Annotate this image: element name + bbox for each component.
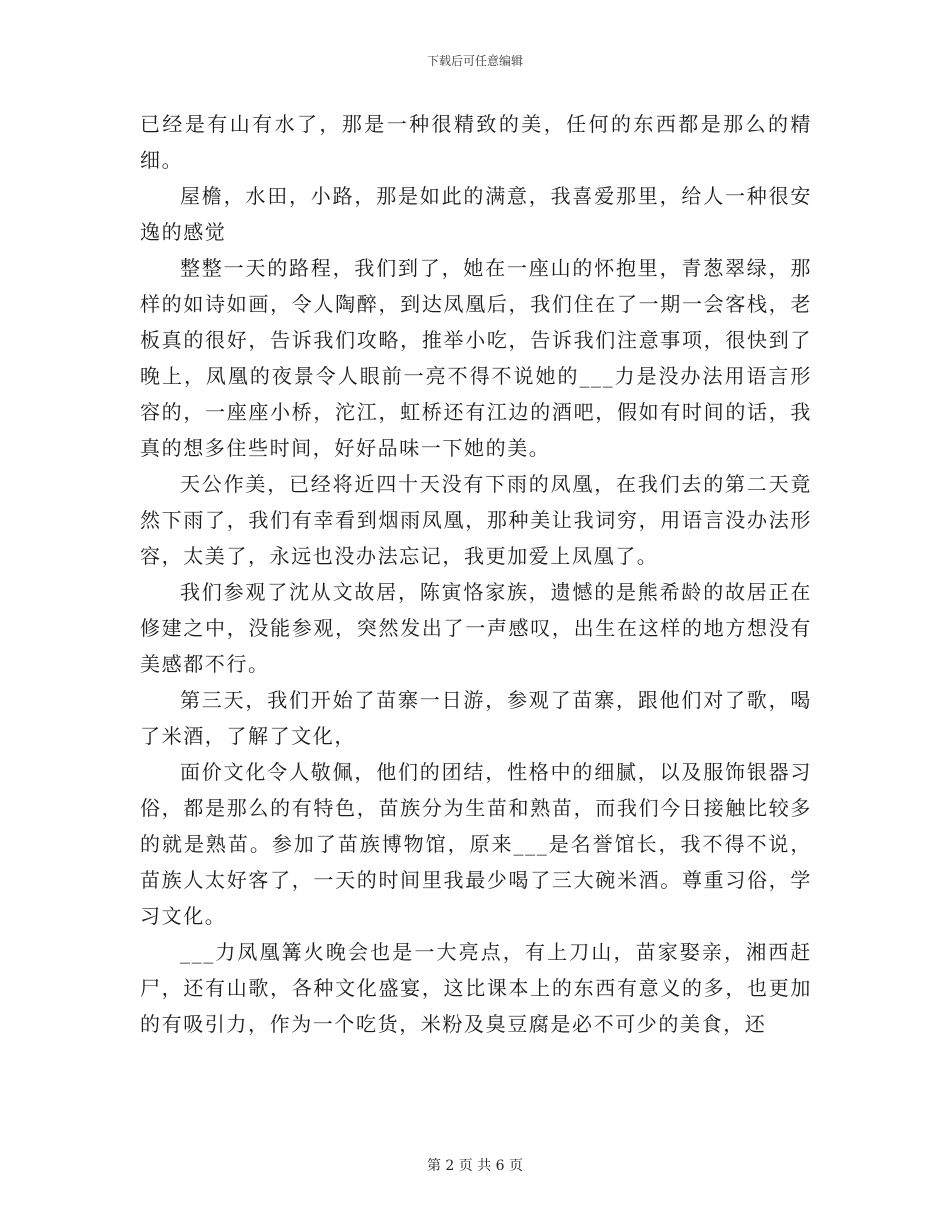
paragraph-4: 天公作美，已经将近四十天没有下雨的凤凰，在我们去的第二天竟然下雨了，我们有幸看到烟雨凤凰，那种美让我词穷，用语言没办法形容，太美了，永远也没办法忘记，我更加爱上凤凰了。 [140,472,812,568]
page-header-note: 下载后可任意编辑 [426,54,523,68]
paragraph-6: 第三天，我们开始了苗寨一日游，参观了苗寨，跟他们对了歌，喝了米酒，了解了文化， [140,688,812,748]
paragraph-5: 我们参观了沈从文故居，陈寅恪家族，遗憾的是熊希龄的故居正在修建之中，没能参观，突然发出了一声感叹，出生在这样的地方想没有美感都不行。 [140,580,812,676]
paragraph-1: 已经是有山有水了，那是一种很精致的美，任何的东西都是那么的精细。 [140,112,812,172]
paragraph-3: 整整一天的路程，我们到了，她在一座山的怀抱里，青葱翠绿，那样的如诗如画，令人陶醉，到达凤凰后，我们住在了一期一会客栈，老板真的很好，告诉我们攻略，推举小吃，告诉我们注意事项，很快到了晚上，凤凰的夜景令人眼前一亮不得不说她的___力是没办法用语言形容的，一座座小桥，沱江，虹桥还有江边的酒吧，假如有时间的话，我真的想多住些时间，好好品味一下她的美。 [140,256,812,460]
paragraph-2: 屋檐，水田，小路，那是如此的满意，我喜爱那里，给人一种很安逸的感觉 [140,184,812,244]
document-body [140,106,812,1042]
page-number: 第 2 页 共 6 页 [426,1158,524,1174]
paragraph-7: 面价文化令人敬佩，他们的团结，性格中的细腻，以及服饰银器习俗，都是那么的有特色，苗族分为生苗和熟苗，而我们今日接触比较多的就是熟苗。参加了苗族博物馆，原来___是名誉馆长，我不得不说，苗族人太好客了，一天的时间里我最少喝了三大碗米酒。尊重习俗，学习文化。 [140,760,812,928]
paragraph-8: ___力凤凰篝火晚会也是一大亮点，有上刀山，苗家娶亲，湘西赶尸，还有山歌，各种文化盛宴，这比课本上的东西有意义的多，也更加的有吸引力，作为一个吃货，米粉及臭豆腐是必不可少的美食，还 [140,940,812,1036]
